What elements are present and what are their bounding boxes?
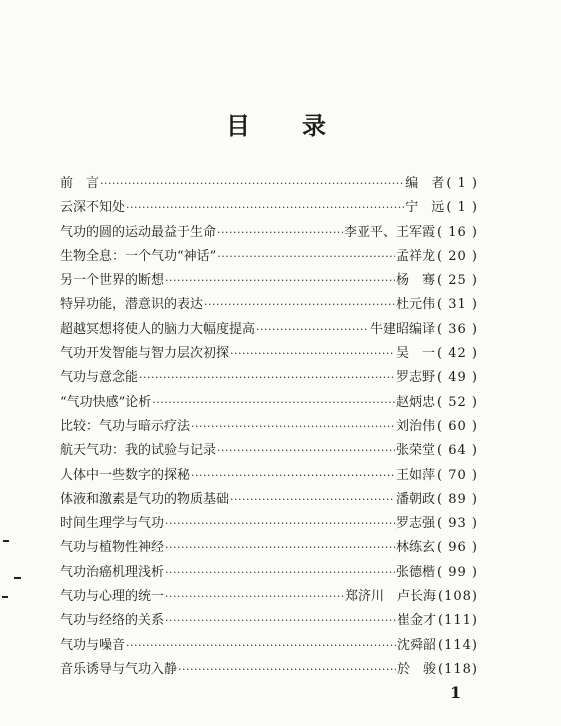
toc-entry bbox=[60, 536, 478, 560]
toc-entry-page: ( 31 ) bbox=[437, 297, 478, 313]
toc-entry-title: 音乐诱导与气功入静 bbox=[60, 661, 178, 677]
toc-entry bbox=[60, 221, 478, 245]
dot-leader bbox=[217, 226, 343, 239]
page-title bbox=[226, 106, 326, 141]
toc-entry-title: “气功快感”论析 bbox=[60, 394, 152, 410]
dot-leader bbox=[165, 590, 344, 603]
toc-entry-author: 郑济川 卢长海 bbox=[345, 589, 437, 605]
toc-entry-author: 刘治伟 bbox=[396, 418, 436, 434]
toc-entry-page: ( 1 ) bbox=[446, 200, 478, 216]
toc-entry-page: ( 42 ) bbox=[437, 346, 478, 362]
dot-leader bbox=[178, 663, 396, 676]
toc-entry-title: 气功开发智能与智力层次初探 bbox=[60, 346, 230, 362]
toc-entry-title: 生物全息：一个气功“神话” bbox=[60, 248, 217, 264]
toc-entry bbox=[60, 391, 478, 415]
toc-entry-title: 气功的圆的运动最益于生命 bbox=[60, 224, 217, 240]
dot-leader bbox=[139, 371, 395, 384]
toc-entry bbox=[60, 172, 478, 196]
toc-entry-title: 人体中一些数字的探秘 bbox=[60, 467, 191, 483]
dot-leader bbox=[126, 201, 404, 214]
toc-entry-author: 杜元伟 bbox=[396, 297, 436, 313]
toc-entry-author: 林练玄 bbox=[396, 540, 436, 556]
toc-entry-page: ( 1 ) bbox=[446, 176, 478, 191]
dot-leader bbox=[100, 177, 404, 190]
toc-entry bbox=[60, 439, 478, 463]
toc-entry-title: 气功与心理的统一 bbox=[60, 589, 165, 605]
toc-entry-title: 航天气功：我的试验与记录 bbox=[60, 443, 217, 459]
toc-entry-page: ( 70 ) bbox=[437, 467, 478, 483]
toc-entry bbox=[60, 269, 478, 293]
toc-entry-page: ( 99 ) bbox=[437, 564, 478, 580]
toc-entry-author: 赵炳忠 bbox=[396, 394, 436, 410]
dot-leader bbox=[165, 517, 395, 530]
toc-entry-page: ( 25 ) bbox=[437, 273, 478, 289]
toc-entry-title: 气功治癌机理浅析 bbox=[60, 564, 165, 580]
scan-mark bbox=[2, 596, 8, 598]
toc-entry-author: 崔金才 bbox=[397, 613, 437, 629]
toc-entry bbox=[60, 585, 478, 609]
scan-mark bbox=[14, 577, 21, 579]
toc-entry-title: 云深不知处 bbox=[60, 200, 126, 216]
title-char-1: 目 bbox=[226, 111, 250, 140]
toc-entry-title: 时间生理学与气功 bbox=[60, 516, 165, 532]
toc-entry-title: 比较：气功与暗示疗法 bbox=[60, 418, 191, 434]
toc-entry-title: 气功与噪音 bbox=[60, 637, 126, 653]
toc-entry-author: 编 者 bbox=[405, 176, 445, 191]
toc-entry-title: 另一个世界的断想 bbox=[60, 273, 165, 289]
toc-entry bbox=[60, 658, 478, 682]
toc-entry bbox=[60, 464, 478, 488]
dot-leader bbox=[165, 541, 395, 554]
toc-entry bbox=[60, 318, 478, 342]
toc-entry bbox=[60, 609, 478, 633]
toc-entry-author: 吴 一 bbox=[396, 346, 436, 362]
dot-leader bbox=[126, 639, 396, 652]
dot-leader bbox=[165, 566, 395, 579]
dot-leader bbox=[217, 250, 395, 263]
toc-entry-page: ( 64 ) bbox=[437, 443, 478, 459]
toc-entry-author: 潘朝政 bbox=[396, 491, 436, 507]
toc-entry-page: ( 60 ) bbox=[437, 418, 478, 434]
toc-entry bbox=[60, 512, 478, 536]
dot-leader bbox=[191, 420, 395, 433]
toc-entry bbox=[60, 196, 478, 220]
toc-entry-author: 杨 骞 bbox=[396, 273, 436, 289]
toc-entry-page: (114) bbox=[438, 637, 478, 653]
toc-entry-title: 气功与意念能 bbox=[60, 370, 139, 386]
toc-entry-title: 特异功能，潜意识的表达 bbox=[60, 297, 204, 313]
toc-entry bbox=[60, 561, 478, 585]
toc-entry-title: 体液和激素是气功的物质基础 bbox=[60, 491, 230, 507]
toc-entry-page: ( 16 ) bbox=[437, 224, 478, 240]
dot-leader bbox=[191, 469, 395, 482]
toc-entry-author: 沈舜韶 bbox=[397, 637, 437, 653]
toc-entry-page: (118) bbox=[438, 661, 478, 677]
dot-leader bbox=[217, 444, 395, 457]
toc-entry-author: 罗志野 bbox=[396, 370, 436, 386]
toc-entry-title: 超越冥想将使人的脑力大幅度提高 bbox=[60, 321, 256, 337]
scan-mark bbox=[3, 540, 9, 542]
toc-entry-author: 罗志强 bbox=[396, 516, 436, 532]
page-number: 1 bbox=[450, 683, 462, 702]
toc-entry bbox=[60, 245, 478, 269]
toc-entry-page: ( 20 ) bbox=[437, 248, 478, 264]
toc-entry-page: (111) bbox=[438, 613, 478, 629]
toc-entry-page: ( 96 ) bbox=[437, 540, 478, 556]
dot-leader bbox=[204, 298, 395, 311]
dot-leader bbox=[256, 323, 369, 336]
toc-entry bbox=[60, 415, 478, 439]
dot-leader bbox=[230, 347, 395, 360]
toc-entry bbox=[60, 293, 478, 317]
toc-entry-page: ( 93 ) bbox=[437, 516, 478, 532]
toc-entry-page: ( 49 ) bbox=[437, 370, 478, 386]
toc-entry-author: 孟祥龙 bbox=[396, 248, 436, 264]
toc-entry bbox=[60, 488, 478, 512]
toc-entry-page: (108) bbox=[438, 589, 478, 605]
toc-entry-author: 李亚平、王军霞 bbox=[344, 224, 436, 240]
toc-entry-title: 气功与经络的关系 bbox=[60, 613, 165, 629]
toc-entry-title: 前 言 bbox=[60, 176, 100, 191]
toc-entry bbox=[60, 366, 478, 390]
dot-leader bbox=[165, 274, 395, 287]
toc-entry bbox=[60, 342, 478, 366]
toc-entry bbox=[60, 634, 478, 658]
toc-entry-page: ( 89 ) bbox=[437, 491, 478, 507]
table-of-contents bbox=[60, 172, 478, 682]
toc-entry-title: 气功与植物性神经 bbox=[60, 540, 165, 556]
toc-entry-author: 於 骏 bbox=[397, 661, 437, 677]
toc-entry-author: 宁 远 bbox=[405, 200, 445, 216]
toc-entry-page: ( 36 ) bbox=[437, 321, 478, 337]
dot-leader bbox=[230, 493, 395, 506]
toc-entry-author: 张荣堂 bbox=[396, 443, 436, 459]
title-char-2: 录 bbox=[302, 111, 326, 140]
dot-leader bbox=[165, 614, 396, 627]
toc-entry-author: 王如萍 bbox=[396, 467, 436, 483]
toc-entry-author: 牛建昭编译 bbox=[370, 321, 436, 337]
toc-entry-page: ( 52 ) bbox=[437, 394, 478, 410]
dot-leader bbox=[152, 396, 395, 409]
toc-entry-author: 张德楷 bbox=[396, 564, 436, 580]
